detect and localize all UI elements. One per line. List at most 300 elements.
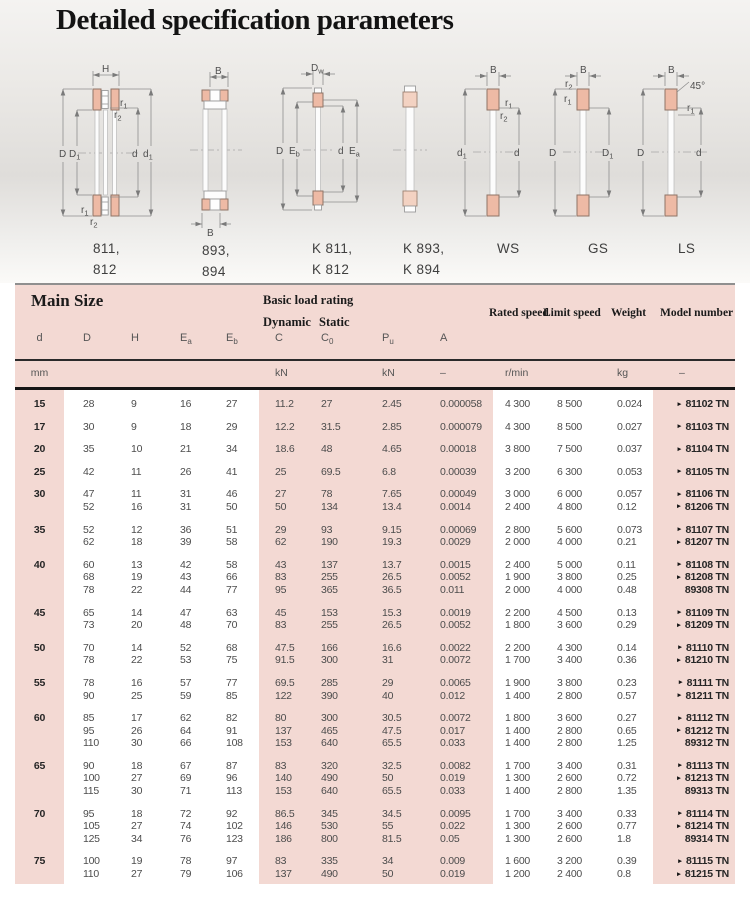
spec-cell: 69.5 (321, 465, 341, 478)
model-number[interactable]: ► 81213 TN (675, 772, 729, 785)
spec-cell: 1 700 (505, 654, 531, 667)
spec-cell: 11 (131, 465, 142, 478)
spec-cell: 20 (131, 619, 143, 632)
spec-cell: 66 (226, 571, 238, 584)
spec-cell: 9 (131, 398, 137, 410)
spec-row-group (15, 416, 735, 439)
spec-row (15, 737, 735, 750)
spec-cell: 0.0072 (440, 712, 471, 725)
model-number[interactable]: ► 81215 TN (675, 868, 729, 881)
dim-Ea-label: $E_a$ (349, 146, 360, 159)
col-symbol-Ea: $E_a$ (180, 332, 192, 347)
triangle-bullet-icon: ► (676, 644, 684, 652)
spec-cell: 2 400 (505, 558, 531, 571)
spec-cell: 91 (226, 724, 238, 737)
spec-cell: 2 400 (505, 500, 531, 513)
spec-cell: 42 (83, 465, 95, 478)
spec-cell: 90 (83, 689, 95, 702)
spec-cell: 65 (83, 606, 95, 619)
spec-cell: 2 200 (505, 641, 531, 654)
spec-row (15, 808, 735, 821)
spec-cell: 68 (83, 571, 95, 584)
diagram-gs (545, 62, 630, 259)
triangle-bullet-icon: ► (675, 870, 682, 878)
spec-cell: 32.5 (382, 759, 402, 772)
spec-cell: 1.8 (617, 832, 631, 845)
spec-cell: 1.35 (617, 785, 637, 798)
model-number[interactable]: ► 81105 TN (676, 465, 729, 478)
spec-cell: 9 (131, 420, 137, 433)
spec-cell: 1 400 (505, 737, 531, 750)
spec-cell: 125 (83, 832, 100, 845)
spec-cell: 0.29 (617, 619, 637, 632)
spec-cell: 9.15 (382, 523, 402, 536)
spec-row (15, 398, 735, 411)
col-d-value: 25 (33, 465, 46, 478)
spec-cell: 4 000 (557, 583, 583, 596)
spec-cell: 52 (83, 523, 95, 536)
spec-cell: 25 (275, 465, 287, 478)
model-number[interactable]: ► 81110 TN (676, 641, 729, 654)
dim-r1-bottom-label: $r_1$ (81, 205, 89, 218)
spec-cell: 0.33 (617, 807, 637, 820)
spec-cell: 77 (226, 676, 238, 689)
spec-row-group (15, 519, 735, 554)
spec-cell: 123 (226, 832, 243, 845)
spec-cell: 87 (226, 759, 238, 772)
diagram-k811-k812 (270, 62, 370, 280)
diagram-ls (635, 62, 730, 259)
spec-cell: 0.39 (617, 855, 637, 868)
dim-D-label: D (637, 148, 645, 159)
spec-cell: 2 800 (557, 785, 583, 798)
spec-cell: 13.4 (382, 500, 402, 513)
spec-cell: 0.65 (617, 724, 637, 737)
spec-cell: 28 (83, 398, 95, 410)
spec-cell: 45 (275, 606, 287, 619)
spec-cell: 76 (180, 832, 192, 845)
spec-cell: 4 300 (505, 420, 531, 433)
spec-cell: 0.11 (617, 558, 636, 571)
spec-row-group (15, 483, 735, 518)
dim-Dw-label: $D_w$ (311, 63, 324, 76)
spec-cell: 1 400 (505, 785, 531, 798)
spec-cell: 7 500 (557, 443, 583, 456)
spec-cell: 0.23 (617, 676, 637, 689)
spec-cell: 21 (180, 443, 192, 456)
spec-row (15, 584, 735, 597)
model-number[interactable]: ► 81109 TN (676, 606, 729, 619)
dim-r1-top-label: $r_1$ (120, 98, 128, 111)
unit-rpm: r/min (505, 367, 529, 379)
model-number[interactable]: ► 81113 TN (676, 759, 729, 772)
triangle-bullet-icon: ► (676, 445, 683, 453)
spec-cell: 34 (226, 443, 238, 456)
spec-cell: 335 (321, 855, 338, 868)
model-number[interactable]: ► 81112 TN (676, 712, 729, 725)
spec-cell: 134 (321, 500, 338, 513)
spec-cell: 11.2 (275, 398, 294, 410)
spec-cell: 0.48 (617, 583, 637, 596)
unit-dash-model: – (679, 367, 685, 379)
dim-B-bottom-label: B (207, 228, 214, 238)
col-symbol-d: d (36, 332, 43, 344)
table-header (15, 283, 735, 359)
spec-cell: 0.033 (440, 785, 466, 798)
model-number[interactable]: ► 81212 TN (675, 724, 729, 737)
spec-cell: 4 000 (557, 536, 583, 549)
spec-cell: 46 (226, 488, 238, 501)
spec-row (15, 501, 735, 514)
spec-cell: 0.012 (440, 689, 466, 702)
model-number[interactable]: ► 81207 TN (675, 536, 729, 549)
model-number[interactable]: ► 81210 TN (675, 654, 729, 667)
dim-d-label: d (514, 148, 520, 159)
spec-cell: 0.053 (617, 465, 643, 478)
spec-cell: 85 (226, 689, 238, 702)
spec-cell: 146 (275, 820, 292, 833)
spec-cell: 1 800 (505, 712, 531, 725)
spec-cell: 68 (226, 641, 238, 654)
spec-cell: 96 (226, 772, 238, 785)
diagram-caption: K 893, K 894 (403, 241, 445, 277)
triangle-bullet-icon: ► (676, 714, 684, 722)
diagram-893-894 (150, 62, 255, 282)
spec-row-group (15, 755, 735, 803)
model-number[interactable]: ► 81214 TN (675, 820, 729, 833)
spec-cell: 47.5 (275, 641, 295, 654)
triangle-bullet-icon: ► (676, 400, 683, 408)
header-area (0, 0, 750, 283)
diagram-caption: 811, 812 (93, 241, 120, 277)
col-d-value: 15 (33, 398, 46, 410)
spec-cell: 31.5 (321, 420, 341, 433)
spec-row-group (15, 672, 735, 707)
spec-cell: 0.019 (440, 772, 466, 785)
spec-cell: 59 (180, 689, 192, 702)
spec-cell: 83 (275, 759, 287, 772)
triangle-bullet-icon: ► (675, 727, 682, 735)
spec-cell: 3 800 (505, 443, 531, 456)
spec-cell: 0.027 (617, 420, 643, 433)
spec-row (15, 619, 735, 632)
spec-cell: 300 (321, 712, 338, 725)
model-number[interactable]: ► 81114 TN (676, 807, 729, 820)
diagram-caption: 893, 894 (202, 243, 230, 279)
dynamic-heading: Dynamic (263, 315, 311, 329)
spec-cell: 0.017 (440, 724, 466, 737)
spec-cell: 66 (180, 737, 192, 750)
spec-cell: 50 (275, 500, 287, 513)
spec-cell: 91.5 (275, 654, 295, 667)
triangle-bullet-icon: ► (676, 857, 684, 865)
spec-row-group (15, 602, 735, 637)
model-number[interactable]: ► 81103 TN (676, 420, 729, 433)
spec-cell: 2 800 (557, 689, 583, 702)
unit-kn-pu: kN (382, 367, 395, 379)
spec-cell: 530 (321, 820, 338, 833)
spec-cell: 69.5 (275, 676, 295, 689)
spec-cell: 0.0015 (440, 558, 471, 571)
model-number[interactable]: ► 81106 TN (676, 488, 729, 501)
dim-D-label: D (59, 149, 67, 160)
spec-cell: 27 (131, 820, 143, 833)
triangle-bullet-icon: ► (675, 656, 682, 664)
dim-B-label: B (668, 65, 675, 76)
unit-kn-dynamic: kN (275, 367, 288, 379)
spec-cell: 0.72 (617, 772, 637, 785)
spec-cell: 1 800 (505, 619, 531, 632)
dim-D1-label: $D_1$ (602, 148, 614, 161)
basic-load-rating-heading: Basic load rating (263, 293, 354, 307)
spec-cell: 12 (131, 523, 143, 536)
spec-cell: 13.7 (382, 558, 402, 571)
spec-cell: 18 (131, 536, 143, 549)
spec-cell: 0.073 (617, 523, 643, 536)
spec-cell: 11 (131, 488, 142, 501)
spec-cell: 47 (83, 488, 95, 501)
spec-cell: 0.022 (440, 820, 466, 833)
spec-cell: 31 (382, 654, 394, 667)
spec-cell: 7.65 (382, 488, 402, 501)
spec-cell: 34 (131, 832, 143, 845)
model-number[interactable]: ► 81102 TN (676, 398, 729, 410)
spec-cell: 0.0065 (440, 676, 471, 689)
spec-cell: 13 (131, 558, 143, 571)
spec-row (15, 690, 735, 703)
triangle-bullet-icon: ► (676, 468, 683, 476)
spec-cell: 0.019 (440, 868, 466, 881)
model-number[interactable]: ► 81206 TN (675, 500, 729, 513)
spec-row (15, 677, 735, 690)
spec-cell: 0.000079 (440, 420, 482, 433)
spec-cell: 0.25 (617, 571, 637, 584)
spec-cell: 0.0072 (440, 654, 471, 667)
spec-cell: 41 (226, 465, 238, 478)
spec-cell: 58 (226, 536, 238, 549)
model-number[interactable]: ► 81209 TN (675, 619, 729, 632)
table-body (15, 390, 735, 896)
model-number[interactable]: ► 81208 TN (675, 571, 729, 584)
spec-cell: 3 600 (557, 712, 583, 725)
dim-D-label: D (549, 148, 557, 159)
spec-cell: 0.0029 (440, 536, 471, 549)
spec-cell: 0.05 (440, 832, 460, 845)
spec-cell: 1 400 (505, 724, 531, 737)
triangle-bullet-icon: ► (676, 526, 683, 534)
dim-d-label: d (338, 146, 344, 157)
col-symbol-Pu: $P_u$ (382, 332, 394, 347)
spec-cell: 6 000 (557, 488, 583, 501)
spec-row (15, 725, 735, 738)
spec-cell: 3 200 (557, 855, 583, 868)
diagram-caption: LS (678, 241, 696, 256)
spec-row (15, 536, 735, 549)
model-number[interactable]: ► 81108 TN (676, 558, 729, 571)
spec-row (15, 654, 735, 667)
diagram-caption: GS (588, 241, 609, 256)
spec-cell: 83 (275, 855, 287, 868)
spec-cell: 65.5 (382, 737, 402, 750)
spec-cell: 52 (180, 641, 192, 654)
spec-row-group (15, 554, 735, 602)
spec-cell: 108 (226, 737, 243, 750)
spec-cell: 48 (180, 619, 192, 632)
spec-cell: 73 (83, 619, 95, 632)
weight-heading: Weight (611, 307, 647, 319)
spec-cell: 0.00049 (440, 488, 477, 501)
spec-cell: 8 500 (557, 420, 583, 433)
spec-cell: 0.00018 (440, 443, 477, 456)
spec-cell: 2 400 (557, 868, 583, 881)
model-number[interactable]: ► 81104 TN (676, 443, 729, 456)
spec-cell: 95 (83, 724, 95, 737)
spec-cell: 2 800 (557, 724, 583, 737)
spec-cell: 3 800 (557, 571, 583, 584)
spec-cell: 77 (226, 583, 238, 596)
spec-cell: 0.0022 (440, 641, 471, 654)
spec-row (15, 760, 735, 773)
spec-cell: 78 (83, 583, 95, 596)
spec-cell: 30 (131, 785, 143, 798)
main-size-heading: Main Size (31, 291, 104, 310)
spec-row (15, 443, 735, 456)
spec-cell: 0.000058 (440, 398, 482, 410)
spec-cell: 0.00039 (440, 465, 477, 478)
spec-cell: 53 (180, 654, 192, 667)
spec-cell: 113 (226, 785, 242, 798)
dim-r2-bottom-label: $r_2$ (90, 217, 98, 230)
spec-cell: 3 400 (557, 807, 583, 820)
spec-cell: 92 (226, 807, 238, 820)
spec-cell: 800 (321, 832, 338, 845)
spec-cell: 80 (275, 712, 287, 725)
spec-cell: 55 (382, 820, 394, 833)
spec-cell: 186 (275, 832, 292, 845)
spec-cell: 10 (131, 443, 143, 456)
col-d-value: 45 (33, 606, 46, 619)
spec-cell: 18.6 (275, 443, 295, 456)
spec-cell: 0.011 (440, 583, 465, 596)
spec-cell: 0.0095 (440, 807, 471, 820)
spec-cell: 137 (275, 724, 292, 737)
spec-cell: 0.0052 (440, 571, 471, 584)
spec-cell: 43 (275, 558, 287, 571)
spec-row (15, 488, 735, 501)
model-number-heading: Model number (660, 307, 734, 319)
limit-speed-heading: Limit speed (543, 307, 601, 319)
spec-row-group (15, 803, 735, 851)
model-number[interactable]: ► 81115 TN (676, 855, 729, 868)
spec-cell: 345 (321, 807, 338, 820)
spec-cell: 97 (226, 855, 238, 868)
spec-cell: 153 (275, 737, 292, 750)
spec-cell: 5 600 (557, 523, 583, 536)
spec-cell: 6 300 (557, 465, 583, 478)
triangle-bullet-icon: ► (676, 692, 683, 699)
spec-cell: 0.14 (617, 641, 637, 654)
triangle-bullet-icon: ► (676, 561, 683, 569)
triangle-bullet-icon: ► (675, 538, 682, 546)
col-d-value: 50 (33, 641, 46, 654)
dim-Eb-label: $E_b$ (289, 146, 300, 159)
spec-cell: 30.5 (382, 712, 402, 725)
spec-cell: 3 600 (557, 619, 583, 632)
spec-cell: 81.5 (382, 832, 402, 845)
model-number[interactable]: ► 81111 TN (677, 676, 729, 689)
spec-row (15, 559, 735, 572)
spec-cell: 0.12 (617, 500, 637, 513)
spec-row (15, 772, 735, 785)
spec-cell: 34 (382, 855, 394, 868)
spec-cell: 78 (180, 855, 192, 868)
spec-row-group (15, 637, 735, 672)
spec-cell: 86.5 (275, 807, 295, 820)
dim-d-label: d (132, 149, 138, 160)
spec-cell: 58 (226, 558, 238, 571)
spec-cell: 106 (226, 868, 243, 881)
spec-cell: 255 (321, 619, 338, 632)
spec-cell: 0.00069 (440, 523, 477, 536)
spec-cell: 0.0014 (440, 500, 471, 513)
spec-cell: 19.3 (382, 536, 402, 549)
spec-cell: 18 (180, 420, 192, 433)
unit-dash-a: – (440, 367, 446, 379)
spec-cell: 44 (180, 583, 192, 596)
spec-cell: 285 (321, 676, 338, 689)
spec-cell: 48 (321, 443, 333, 456)
spec-cell: 8 500 (557, 398, 583, 410)
dim-r2-label: $r_2$ (565, 79, 573, 92)
col-symbol-H: H (131, 332, 139, 344)
dim-D-label: D (276, 146, 284, 157)
spec-cell: 27 (275, 488, 287, 501)
spec-cell: 62 (83, 536, 95, 549)
spec-row-group (15, 393, 735, 416)
spec-cell: 22 (131, 583, 143, 596)
spec-cell: 1 700 (505, 807, 531, 820)
spec-cell: 110 (83, 737, 99, 750)
triangle-bullet-icon: ► (675, 573, 682, 581)
model-number[interactable]: ► 81211 TN (676, 689, 729, 702)
col-symbol-Eb: $E_b$ (226, 332, 238, 347)
spec-cell: 2 200 (505, 606, 531, 619)
spec-cell: 62 (180, 712, 192, 725)
spec-cell: 2 800 (505, 523, 531, 536)
spec-cell: 78 (83, 676, 95, 689)
spec-cell: 105 (83, 820, 100, 833)
col-symbol-A: A (440, 332, 448, 344)
spec-cell: 19 (131, 571, 143, 584)
spec-cell: 17 (131, 712, 143, 725)
spec-cell: 4.65 (382, 443, 402, 456)
spec-cell: 4 300 (557, 641, 583, 654)
spec-cell: 300 (321, 654, 338, 667)
spec-cell: 122 (275, 689, 292, 702)
spec-cell: 16.6 (382, 641, 402, 654)
spec-row-group (15, 438, 735, 461)
spec-cell: 390 (321, 689, 338, 702)
col-d-value: 30 (33, 488, 46, 501)
triangle-bullet-icon: ► (675, 774, 682, 782)
triangle-bullet-icon: ► (675, 621, 682, 629)
spec-cell: 31 (180, 500, 192, 513)
spec-cell: 2 600 (557, 820, 583, 833)
model-number[interactable]: ► 81107 TN (676, 523, 729, 536)
spec-cell: 42 (180, 558, 192, 571)
spec-cell: 1 300 (505, 832, 531, 845)
spec-cell: 1.25 (617, 737, 637, 750)
